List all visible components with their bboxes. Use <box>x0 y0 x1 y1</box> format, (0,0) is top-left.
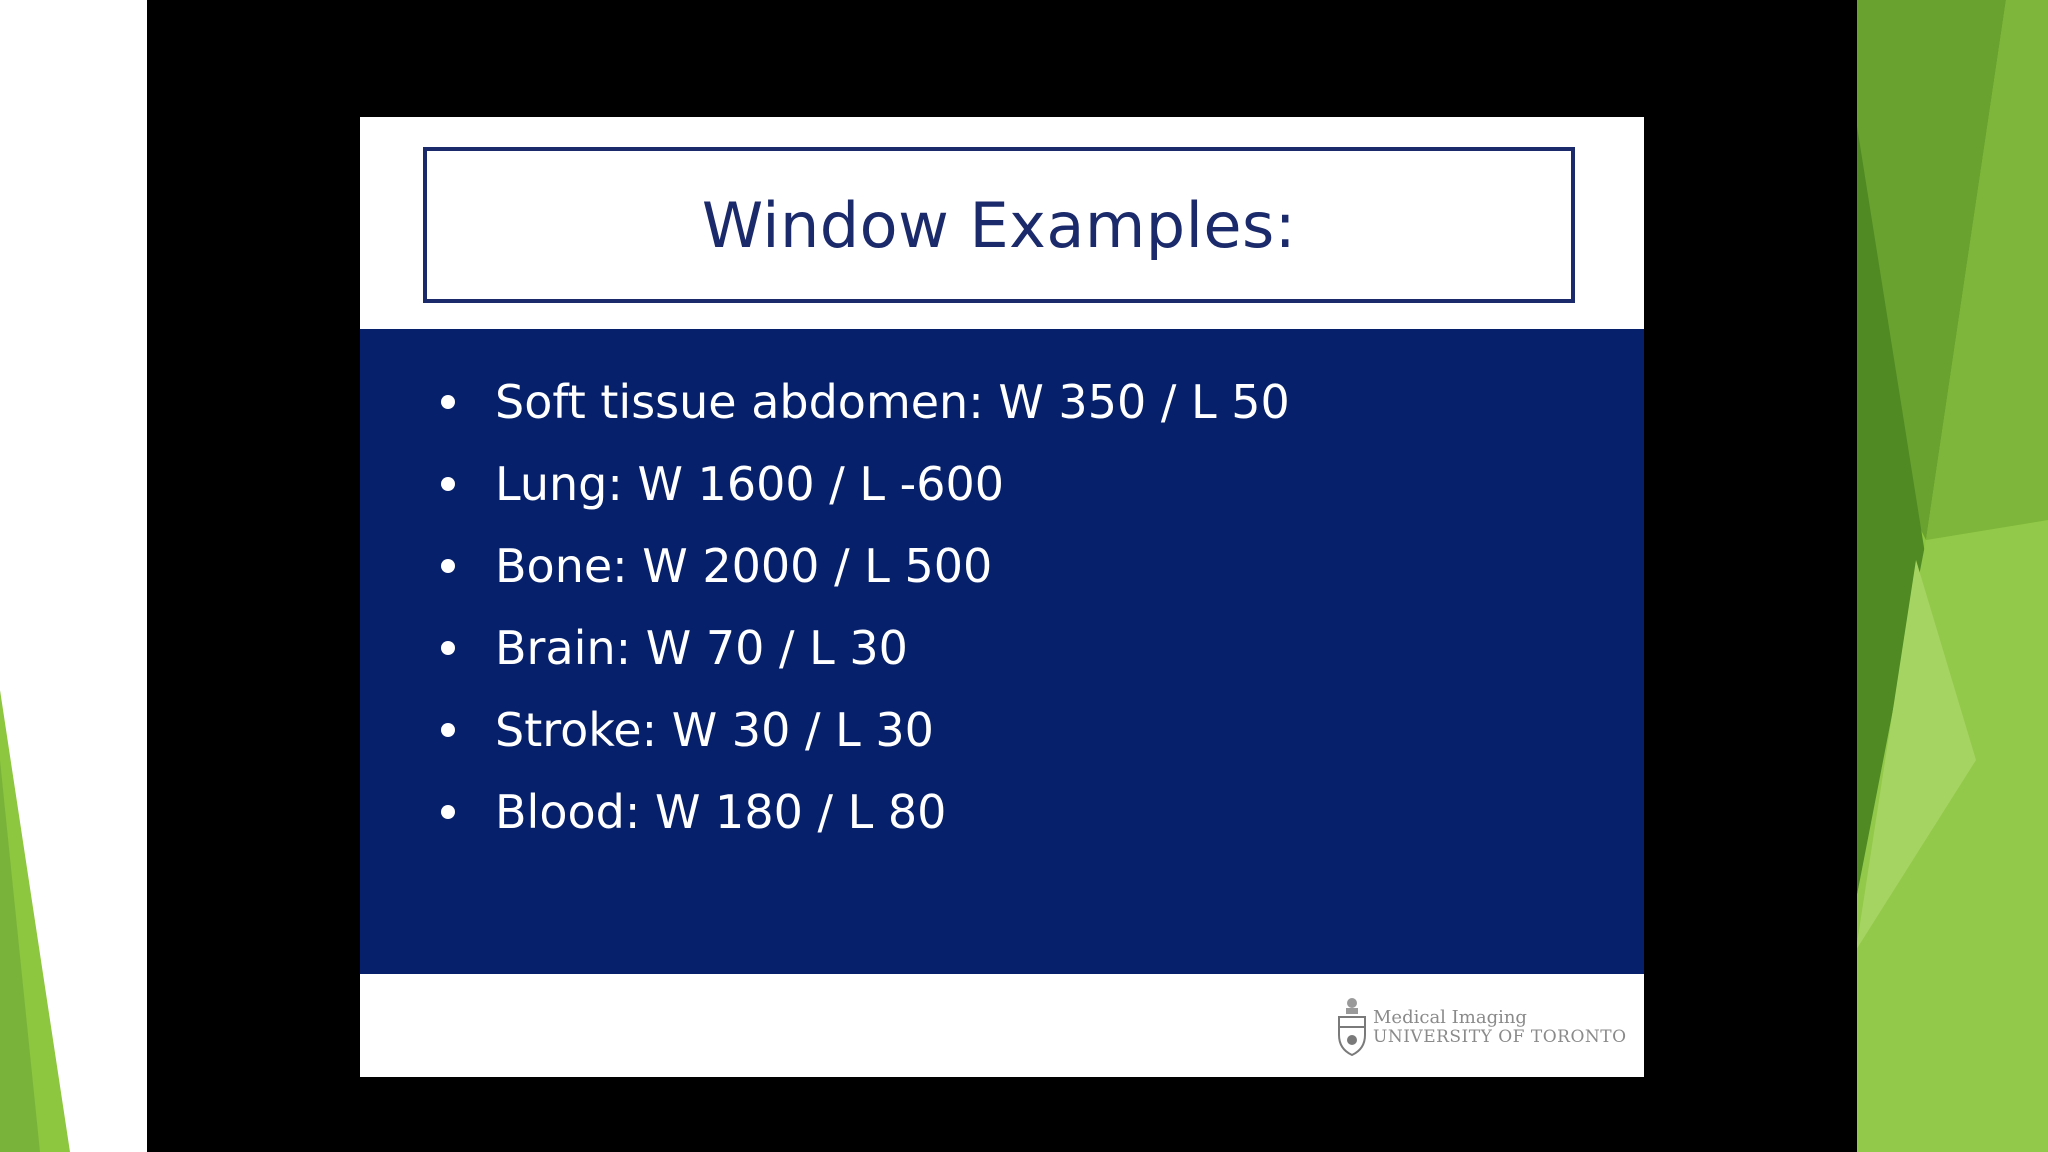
slide-title-box <box>423 147 1575 303</box>
bullet-icon <box>441 723 455 737</box>
bullet-list <box>435 361 1290 853</box>
bullet-text: Blood: W 180 / L 80 <box>495 785 947 839</box>
left-green-decoration <box>0 0 148 1152</box>
bullet-item <box>435 443 1290 525</box>
bullet-icon <box>441 395 455 409</box>
university-logo <box>1335 992 1635 1062</box>
bullet-item <box>435 771 1290 853</box>
bullet-text: Soft tissue abdomen: W 350 / L 50 <box>495 375 1290 429</box>
right-green-decoration <box>1856 0 2048 1152</box>
bullet-text: Brain: W 70 / L 30 <box>495 621 908 675</box>
bullet-item <box>435 525 1290 607</box>
bullet-icon <box>441 805 455 819</box>
slide-title: Window Examples: <box>701 188 1297 262</box>
logo-line-2: UNIVERSITY OF TORONTO <box>1373 1026 1627 1047</box>
bullet-text: Stroke: W 30 / L 30 <box>495 703 934 757</box>
content-panel <box>360 329 1644 974</box>
bullet-text: Lung: W 1600 / L -600 <box>495 457 1005 511</box>
bullet-icon <box>441 641 455 655</box>
bullet-text: Bone: W 2000 / L 500 <box>495 539 993 593</box>
logo-line-1: Medical Imaging <box>1373 1006 1527 1028</box>
bullet-item <box>435 689 1290 771</box>
slide <box>360 117 1644 1077</box>
bullet-item <box>435 607 1290 689</box>
bullet-icon <box>441 477 455 491</box>
bullet-item <box>435 361 1290 443</box>
bullet-icon <box>441 559 455 573</box>
crest-icon <box>1335 995 1369 1059</box>
